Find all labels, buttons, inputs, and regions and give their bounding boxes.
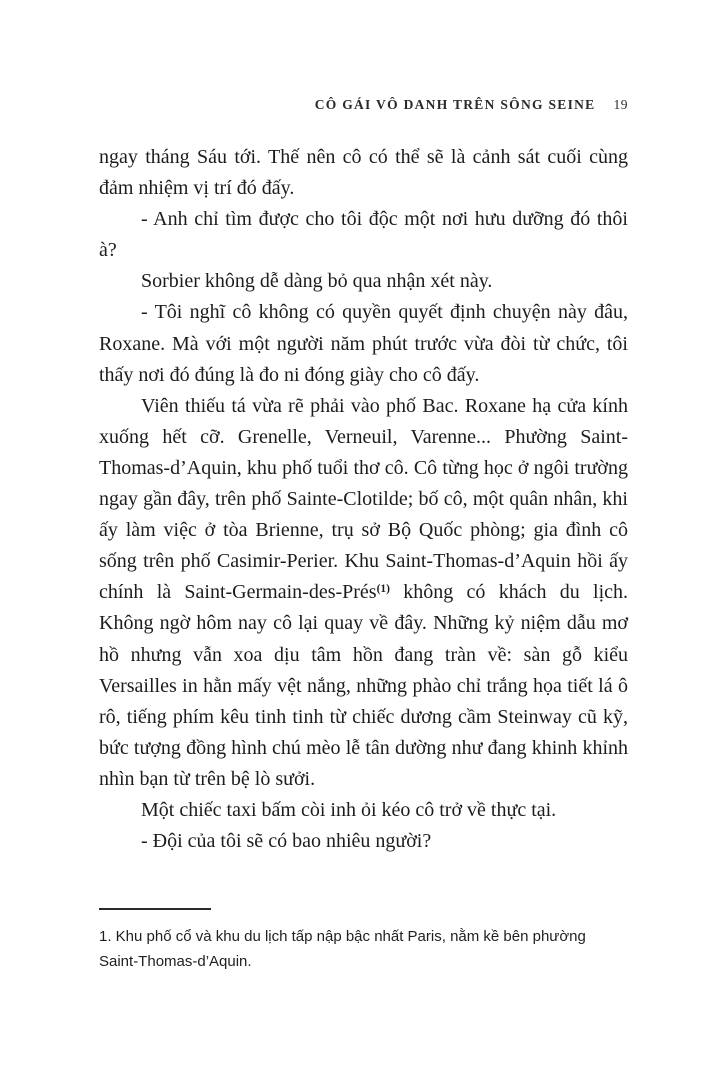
footnote-area: [99, 908, 628, 975]
body-text: [99, 142, 628, 857]
paragraph-text: không có khách du lịch. Không ngờ hôm nay cô lại quay về đây. Những kỷ niệm dẫu mơ hồ nhưng vẫn xoa dịu tâm hồn đang tràn về: sàn gỗ kiểu Versailles in hằn mấy vệt nắng, những phào chỉ trắng họa tiết lá ô rô, tiếng phím kêu tinh tinh từ chiếc dương cầm Steinway cũ kỹ, bức tượng đồng hình chú mèo lễ tân dường như đang khinh khỉnh nhìn bạn từ trên bệ lò sưởi.: [99, 581, 628, 790]
footnote-separator: [99, 908, 211, 910]
page-number: 19: [613, 97, 628, 112]
footnote-marker: (1): [376, 583, 391, 595]
paragraph: - Đội của tôi sẽ có bao nhiêu người?: [141, 830, 432, 853]
paragraph: [99, 391, 628, 795]
running-title: CÔ GÁI VÔ DANH TRÊN SÔNG SEINE: [314, 97, 596, 112]
paragraph: Sorbier không dễ dàng bỏ qua nhận xét này.: [141, 270, 493, 293]
paragraph: Một chiếc taxi bấm còi inh ỏi kéo cô trở về thực tại.: [141, 798, 557, 821]
paragraph: ngay tháng Sáu tới. Thế nên cô có thể sẽ là cảnh sát cuối cùng đảm nhiệm vị trí đó đấy.: [99, 146, 628, 200]
paragraph: - Tôi nghĩ cô không có quyền quyết định chuyện này đâu, Roxane. Mà với một người năm phút trước vừa đòi từ chức, tôi thấy nơi đó đúng là đo ni đóng giày cho cô đấy.: [99, 301, 628, 386]
footnote-text: 1. Khu phố cổ và khu du lịch tấp nập bậc nhất Paris, nằm kề bên phường Saint-Thomas-d’Aquin.: [99, 927, 586, 971]
paragraph-text: Viên thiếu tá vừa rẽ phải vào phố Bac. Roxane hạ cửa kính xuống hết cỡ. Grenelle, Verneuil, Varenne... Phường Saint-Thomas-d’Aquin, khu phố tuổi thơ cô. Cô từng học ở ngôi trường ngay gần đây, trên phố Sainte-Clotilde; bố cô, một quân nhân, khi ấy làm việc ở tòa Brienne, trụ sở Bộ Quốc phòng; gia đình cô sống trên phố Casimir-Perier. Khu Saint-Thomas-d’Aquin hồi ấy chính là Saint-Germain-des-Prés: [99, 394, 628, 604]
paragraph: - Anh chỉ tìm được cho tôi độc một nơi hưu dưỡng đó thôi à?: [99, 208, 628, 262]
page-header: [99, 97, 628, 113]
